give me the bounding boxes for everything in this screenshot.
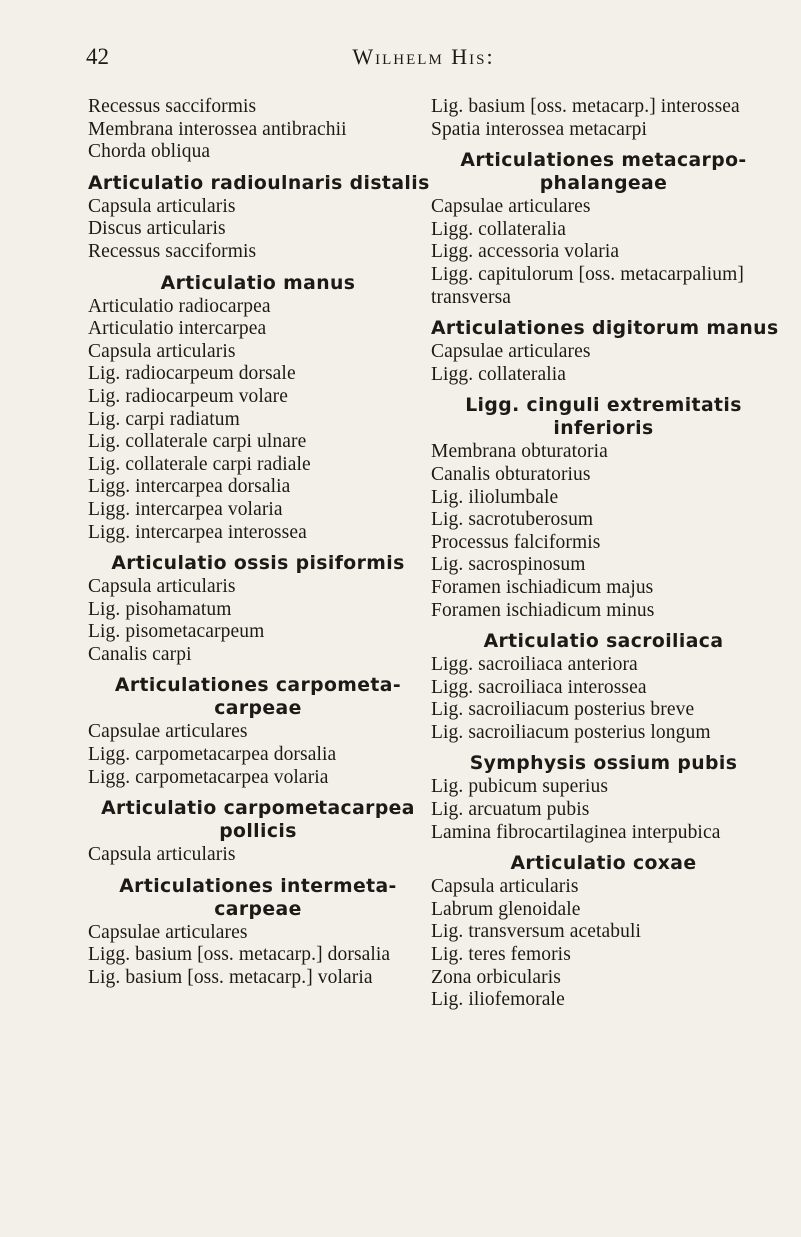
list-item: Ligg. collateralia [431,363,566,385]
list-item: Membrana interossea antibrachii [88,118,347,140]
list-item: Lig. iliolumbale [431,486,559,508]
section-heading-line: Articulatio sacroiliaca [483,631,724,653]
list-item: Lamina fibrocartilaginea interpubica [431,821,721,843]
list-item: Lig. pisometacarpeum [88,621,265,643]
list-item: Ligg. collateralia [431,218,566,240]
list-item: Ligg. sacroiliaca interossea [431,676,647,698]
list-item: Discus articularis [88,218,226,240]
section-heading [431,630,776,653]
list-item: Ligg. carpometacarpea volaria [88,766,329,788]
section-heading-line: Articulationes metacarpo- [460,150,747,172]
page-header [86,44,761,74]
list-item: transversa [431,286,512,308]
list-item: Spatia interossea metacarpi [431,118,648,140]
list-item: Lig. iliofemorale [431,989,565,1011]
running-title: Wilhelm His: [352,44,495,69]
list-item: Lig. sacrotuberosum [431,509,594,531]
section-heading-line: carpeae [214,698,302,720]
section-heading-line: Articulationes digitorum manus [431,318,779,340]
section-heading-line: pollicis [219,821,297,843]
section-heading-line: Symphysis ossium pubis [469,753,738,775]
section-heading [88,272,428,295]
section-heading-line: Articulationes intermeta- [119,875,397,897]
list-item: Lig. radiocarpeum dorsale [88,363,296,385]
list-item: Ligg. basium [oss. metacarp.] dorsalia [88,944,391,966]
list-item: Lig. sacroiliacum posterius longum [431,721,711,743]
list-item: Lig. sacrospinosum [431,554,586,576]
list-item: Lig. arcuatum pubis [431,799,590,821]
list-item: Lig. carpi radiatum [88,408,240,430]
list-item: Lig. basium [oss. metacarp.] interossea [431,96,740,117]
section-heading [88,674,428,720]
page-number: 42 [86,44,109,69]
list-item: Lig. basium [oss. metacarp.] volaria [88,967,373,989]
list-item: Ligg. intercarpea volaria [88,498,283,520]
list-item: Foramen ischiadicum minus [431,599,655,621]
section-heading [88,552,428,575]
list-item: Ligg. capitulorum [oss. metacarpalium] [431,263,745,285]
list-item: Capsulae articulares [88,721,248,743]
list-item: Lig. sacroiliacum posterius breve [431,699,695,721]
list-item: Ligg. intercarpea interossea [88,521,307,543]
list-item: Lig. teres femoris [431,944,571,966]
list-item: Articulatio intercarpea [88,318,267,340]
section-heading [431,149,776,195]
list-item: Lig. radiocarpeum volare [88,385,289,407]
list-item: Ligg. intercarpea dorsalia [88,476,291,498]
list-item: Ligg. carpometacarpea dorsalia [88,744,337,766]
list-item: Lig. collaterale carpi radiale [88,453,311,475]
list-item: Lig. transversum acetabuli [431,921,641,943]
list-item: Recessus sacciformis [88,240,257,262]
section-heading [431,752,776,775]
list-item: Capsula articularis [88,576,236,598]
list-item: Lig. pisohamatum [88,598,232,620]
list-item: Zona orbicularis [431,966,561,988]
list-item: Capsula articularis [88,340,236,362]
list-item: Canalis obturatorius [431,463,591,485]
section-heading-line: Articulatio coxae [510,853,697,875]
list-item: Articulatio radiocarpea [88,295,271,317]
section-heading [88,797,428,843]
list-item: Membrana obturatoria [431,441,608,463]
list-item: Ligg. accessoria volaria [431,241,620,263]
section-heading [88,172,428,195]
left-column [88,96,428,990]
right-column [431,96,779,1012]
list-item: Capsula articularis [88,195,236,217]
section-heading [431,852,776,875]
section-heading [431,394,776,440]
list-item: Capsulae articulares [431,196,591,218]
list-item: Processus falciformis [431,531,601,553]
list-item: Capsula articularis [88,844,236,866]
list-item: Capsulae articulares [431,341,591,363]
list-item: Capsula articularis [431,876,579,898]
list-item: Lig. pubicum superius [431,776,609,798]
list-item: Ligg. sacroiliaca anteriora [431,654,638,676]
section-heading-line: Articulatio carpometacarpea [101,798,415,820]
section-heading [431,317,779,340]
list-item: Labrum glenoidale [431,898,581,920]
list-item: Lig. collaterale carpi ulnare [88,431,307,453]
section-heading-line: Articulatio radioulnaris distalis [88,172,430,194]
section-heading-line: carpeae [214,898,302,920]
list-item: Recessus sacciformis [88,96,257,117]
section-heading-line: inferioris [553,418,654,440]
section-heading-line: Articulationes carpometa- [114,675,402,697]
list-item: Capsulae articulares [88,921,248,943]
section-heading [88,875,428,921]
list-item: Canalis carpi [88,643,192,665]
list-item: Chorda obliqua [88,141,211,163]
list-item: Foramen ischiadicum majus [431,576,654,598]
section-heading-line: Articulatio manus [160,272,356,294]
section-heading-line: phalangeae [539,173,668,195]
section-heading-line: Articulatio ossis pisiformis [111,553,405,575]
section-heading-line: Ligg. cinguli extremitatis [465,395,742,417]
